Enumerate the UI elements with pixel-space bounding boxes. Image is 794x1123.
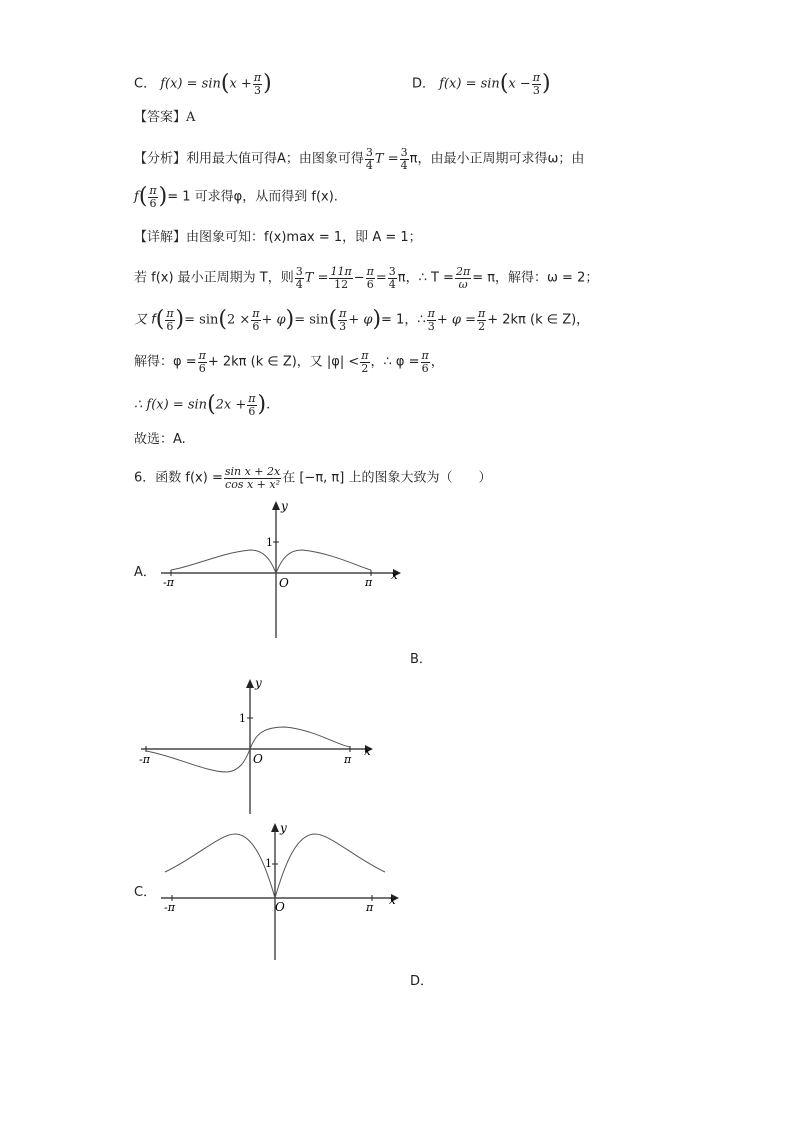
option-c-frac-den: 3	[253, 83, 261, 97]
detail-line4-f2d: 2	[361, 361, 369, 375]
answer-line	[134, 111, 195, 124]
pi-label: π	[365, 576, 373, 589]
detail-line3-f2n: π	[252, 307, 260, 320]
analysis-text-2: π，由最小正周期可求得ω；由	[409, 151, 585, 167]
neg-pi-label: -π	[139, 753, 150, 766]
option-d-graph-label: D．	[410, 974, 434, 989]
analysis-frac-den: 4	[365, 158, 373, 172]
detail-line5-fd: 6	[248, 404, 256, 418]
detail-line1-text: 由图象可知：f(x)max = 1，即 A = 1；	[186, 230, 422, 245]
option-d-lhs: f(x) = sin	[439, 76, 500, 92]
x-label: x	[364, 744, 371, 758]
neg-pi-label: -π	[164, 901, 175, 914]
option-d-inner: x −	[508, 76, 531, 92]
detail-line5-a: ∴ f(x) = sin	[134, 397, 208, 413]
origin-label: O	[253, 752, 263, 766]
x-label: x	[389, 893, 396, 907]
detail-line2-d: =	[375, 270, 387, 286]
detail-line2-f2d: 12	[334, 277, 349, 291]
detail-line2-f5n: 2π	[455, 265, 471, 278]
detail-line2-f4d: 4	[388, 277, 396, 291]
detail-line4-f3n: π	[421, 349, 429, 362]
option-c-lhs: f(x) = sin	[160, 76, 221, 92]
q6-text: 在 [−π, π] 上的图象大致为（ ）	[282, 470, 492, 486]
detail-line4-d: ，	[430, 354, 444, 370]
option-c-graph-label: C．	[134, 885, 157, 900]
detail-line2-f1n: 3	[295, 265, 303, 278]
detail-line-5: ∴ f(x) = sin(2x + $\frac{\pi}{6}$ ).	[134, 392, 271, 418]
y-axis-arrow-icon	[246, 679, 254, 688]
analysis-t-eq: T =	[374, 151, 399, 167]
one-label: 1	[266, 536, 273, 549]
analysis-tag: 【分析】	[134, 151, 187, 167]
detail-line2-e: π，∴ T =	[397, 270, 454, 286]
answer-tag: 【答案】	[134, 110, 187, 125]
detail-line3-f: + φ	[348, 312, 373, 328]
detail-line4-a: 解得：φ =	[134, 354, 197, 370]
detail-line3-f3n: π	[339, 307, 347, 320]
option-d-frac-den: 3	[532, 83, 540, 97]
option-d-label: D．	[412, 76, 436, 92]
detail-line3-d: + φ	[261, 312, 286, 328]
curve-a	[171, 550, 371, 573]
option-c-label: C．	[134, 76, 157, 92]
detail-line3-h: + φ =	[436, 312, 476, 328]
pi-label: π	[366, 901, 374, 914]
origin-label: O	[275, 900, 285, 914]
analysis-line2-f: f	[134, 189, 139, 205]
detail-line5-fn: π	[248, 392, 256, 405]
option-c: C． f(x) = sin(x + $\frac{\pi}{3}$ )	[134, 71, 272, 97]
analysis-frac-num: 3	[365, 146, 373, 159]
detail-line-2	[134, 266, 598, 290]
detail-line2-g: = π，解得：ω = 2；	[472, 270, 599, 286]
detail-tag: 【详解】	[134, 230, 187, 245]
y-axis-arrow-icon	[271, 823, 279, 832]
option-c-inner: x +	[229, 76, 252, 92]
detail-line3-f4n: π	[427, 307, 435, 320]
option-d-frac-num: π	[532, 71, 540, 84]
detail-line5-c: .	[266, 397, 271, 413]
detail-line2-a: 若 f(x) 最小正周期为 T，则	[134, 270, 294, 286]
graph-b	[135, 674, 385, 819]
y-label: y	[280, 821, 287, 835]
one-label: 1	[265, 857, 272, 870]
pi-label: π	[344, 753, 352, 766]
analysis-line-2: f( $\frac{\pi}{6}$ )= 1 可求得φ，从而得到 f(x).	[134, 184, 338, 210]
analysis-line2-frac-den: 6	[149, 196, 157, 210]
detail-line4-f1n: π	[198, 349, 206, 362]
option-b-label: B．	[410, 652, 432, 667]
option-d: D． f(x) = sin(x − $\frac{\pi}{3}$ )	[412, 71, 551, 97]
y-label: y	[281, 499, 288, 513]
detail-line2-f4n: 3	[388, 265, 396, 278]
detail-line4-f1d: 6	[198, 361, 206, 375]
detail-line3-f5d: 2	[478, 319, 486, 333]
question-6	[134, 466, 491, 490]
detail-line-4	[134, 350, 444, 374]
q6-frac-num: sin x + 2x	[224, 465, 281, 478]
detail-line2-f3n: π	[366, 265, 374, 278]
one-label: 1	[239, 712, 246, 725]
origin-label: O	[279, 576, 289, 590]
x-label: x	[391, 568, 398, 582]
detail-line3-f3d: 3	[339, 319, 347, 333]
q6-frac-den: cos x + x²	[225, 477, 280, 491]
option-c-frac-num: π	[253, 71, 262, 84]
option-a-label: A．	[134, 565, 156, 580]
detail-line2-f5d: ω	[458, 277, 468, 291]
y-label: y	[255, 676, 262, 690]
analysis-frac2-den: 4	[400, 158, 408, 172]
detail-line2-f1d: 4	[295, 277, 303, 291]
detail-line3-a: 又 f	[134, 312, 156, 328]
analysis-line-1	[134, 147, 584, 171]
detail-line3-f5n: π	[478, 307, 486, 320]
detail-line2-f2n: 11π	[330, 265, 352, 278]
detail-line3-b: = sin	[184, 312, 219, 328]
detail-line5-b: 2x +	[215, 397, 247, 413]
choose-line: 故选：A.	[134, 432, 186, 447]
detail-line3-f4d: 3	[427, 319, 435, 333]
analysis-line2-text: = 1 可求得φ，从而得到 f(x).	[167, 189, 338, 205]
answer-value: A	[186, 110, 196, 125]
detail-line4-f3d: 6	[421, 361, 429, 375]
neg-pi-label: -π	[163, 576, 174, 589]
analysis-frac2-num: 3	[400, 146, 408, 159]
detail-line2-b: T =	[304, 270, 329, 286]
detail-line2-f3d: 6	[366, 277, 374, 291]
detail-line-3: 又 f( $\frac{\pi}{6}$ )= sin(2 × $\frac{\pi}{6}$ + φ)= sin( $\frac{\pi}{3}$ + φ)= 1，∴ $\frac{\pi}{3}$ + φ = $\frac{\pi}{2}$ + 2kπ (k ∈ Z)，	[134, 307, 590, 333]
detail-line2-c: −	[353, 270, 365, 286]
analysis-text-1: 利用最大值可得A；由图象可得	[186, 151, 364, 167]
detail-line3-f1d: 6	[166, 319, 174, 333]
detail-line-1	[134, 231, 422, 244]
y-axis-arrow-icon	[272, 501, 280, 510]
detail-line3-f1n: π	[166, 307, 174, 320]
analysis-line2-frac-num: π	[149, 184, 157, 197]
detail-line3-e: = sin	[294, 312, 329, 328]
graph-a	[155, 498, 405, 643]
detail-line3-g: = 1，∴	[381, 312, 426, 328]
detail-line4-f2n: π	[361, 349, 369, 362]
detail-line3-c: 2 ×	[226, 312, 251, 328]
detail-line4-c: ，∴ φ =	[370, 354, 420, 370]
graph-c	[155, 818, 405, 963]
detail-line4-b: + 2kπ (k ∈ Z)，又 |φ| <	[207, 354, 360, 370]
detail-line3-i: + 2kπ (k ∈ Z)，	[487, 312, 590, 328]
q6-num: 6．函数 f(x) =	[134, 470, 223, 486]
detail-line3-f2d: 6	[252, 319, 260, 333]
